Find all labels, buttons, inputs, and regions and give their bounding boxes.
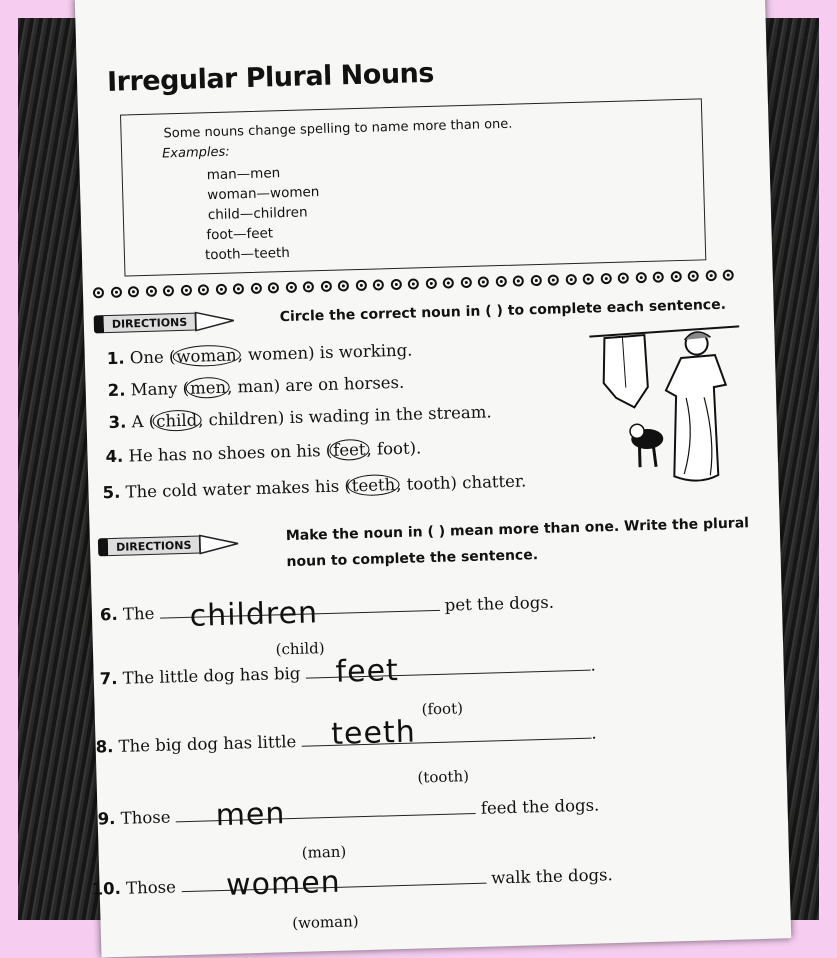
pencil-tip-icon	[196, 310, 237, 331]
hint-word: (man)	[301, 842, 347, 862]
directions-text-2: Make the noun in ( ) mean more than one. Write the plural	[285, 515, 750, 545]
sentence-3: 3. A (child, children) is wading in the stream.	[108, 402, 492, 433]
example-box	[120, 98, 706, 276]
directions-label: DIRECTIONS	[104, 313, 197, 334]
worksheet-page	[75, 0, 792, 957]
hint-word: (woman)	[291, 912, 359, 933]
directions-label: DIRECTIONS	[108, 536, 201, 557]
sentence-2: 2. Many (men, man) are on horses.	[107, 372, 405, 401]
handwritten-answer: women	[225, 864, 342, 903]
page-title: Irregular Plural Nouns	[106, 57, 435, 98]
directions-text-1: Circle the correct noun in ( ) to complete each sentence.	[279, 296, 727, 326]
examples-label: Examples:	[161, 144, 230, 162]
directions-tag-2	[98, 533, 241, 557]
fill-sentence-7: 7. The little dog has big feet (foot) .	[99, 653, 596, 719]
fill-sentence-6: 6. The children (child) pet the dogs.	[99, 592, 555, 659]
example-item: woman—women	[207, 184, 320, 204]
handwritten-answer: men	[215, 796, 286, 834]
rule-text: Some nouns change spelling to name more than one.	[163, 116, 513, 142]
pencil-tip-icon	[200, 533, 241, 554]
hint-word: (foot)	[421, 699, 464, 719]
worksheet-photo	[18, 18, 819, 933]
laundry-illustration	[584, 324, 749, 493]
circled-answer: child	[152, 409, 202, 431]
directions-text-2b: noun to complete the sentence.	[286, 547, 539, 571]
example-item: man—men	[206, 165, 281, 184]
hint-word: (child)	[275, 639, 325, 659]
fill-sentence-10: 10. Those women (woman) walk the dogs.	[91, 864, 614, 933]
sentence-4: 4. He has no shoes on his (feet, foot).	[105, 438, 422, 467]
example-item: foot—feet	[206, 225, 274, 244]
sentence-1: 1. One (woman, women) is working.	[106, 340, 413, 369]
handwritten-answer: feet	[335, 653, 400, 690]
handwritten-answer: teeth	[330, 714, 417, 752]
hint-word: (tooth)	[417, 767, 470, 787]
fill-sentence-9: 9. Those men (man) feed the dogs.	[97, 795, 600, 862]
circled-answer: woman	[172, 344, 241, 367]
circled-answer: men	[186, 377, 231, 399]
circled-answer: feet	[329, 439, 370, 461]
fill-sentence-8: 8. The big dog has little teeth (tooth) .	[95, 714, 597, 787]
example-item: tooth—teeth	[204, 244, 291, 264]
example-item: child—children	[207, 204, 308, 224]
sentence-5: 5. The cold water makes his (teeth, tooth) chatter.	[102, 471, 527, 503]
handwritten-answer: children	[189, 595, 319, 634]
directions-tag-1	[94, 310, 237, 334]
circled-answer: teeth	[348, 474, 400, 496]
